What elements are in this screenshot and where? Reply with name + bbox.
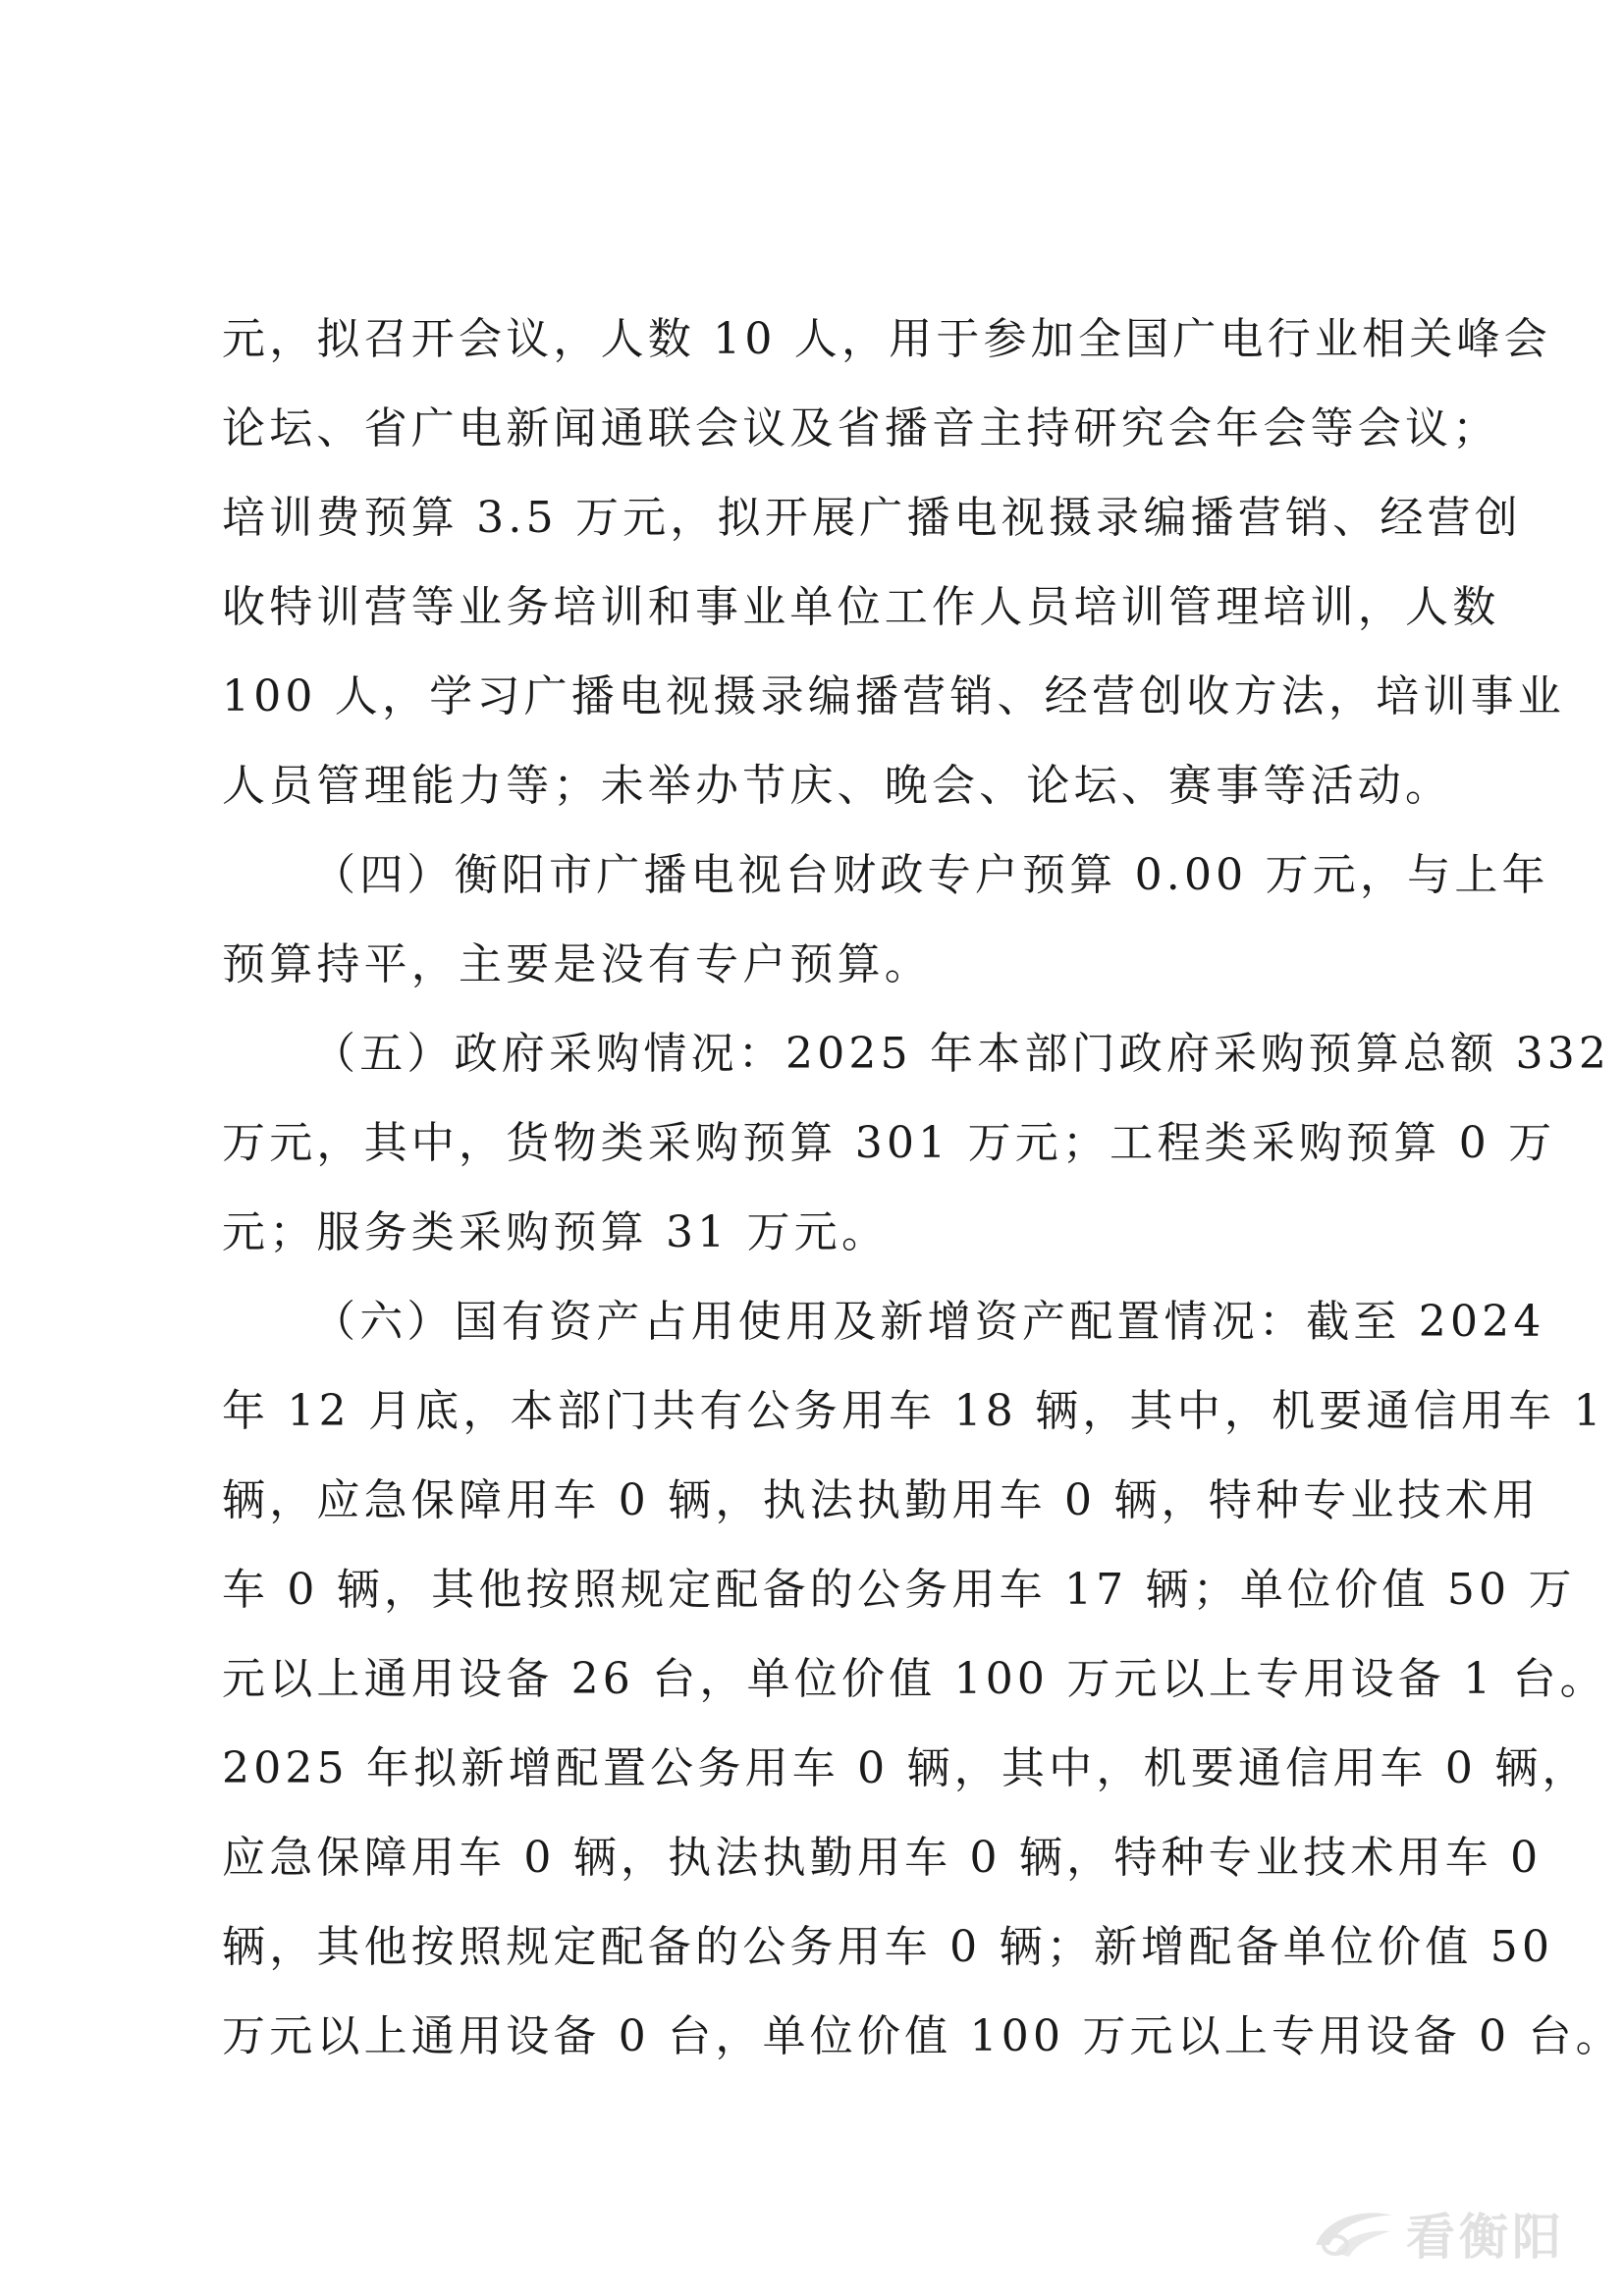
text-line: 万元，其中，货物类采购预算 301 万元；工程类采购预算 0 万 xyxy=(222,1118,1556,1168)
text-line: 车 0 辆，其他按照规定配备的公务用车 17 辆；单位价值 50 万 xyxy=(222,1565,1576,1615)
text-line: 年 12 月底，本部门共有公务用车 18 辆，其中，机要通信用车 1 xyxy=(222,1386,1605,1436)
text-line: 人员管理能力等；未举办节庆、晚会、论坛、赛事等活动。 xyxy=(222,761,1453,811)
text-line: 2025 年拟新增配置公务用车 0 辆，其中，机要通信用车 0 辆， xyxy=(222,1743,1590,1793)
text-line: 辆，其他按照规定配备的公务用车 0 辆；新增配备单位价值 50 xyxy=(222,1922,1554,1972)
watermark xyxy=(1306,2198,1565,2269)
text-line: 元以上通用设备 26 台，单位价值 100 万元以上专用设备 1 台。 xyxy=(222,1654,1607,1704)
paragraph-four-line: （四）衡阳市广播电视台财政专户预算 0.00 万元，与上年 xyxy=(312,850,1549,900)
watermark-text: 看衡阳 xyxy=(1406,2209,1565,2266)
text-line: 培训费预算 3.5 万元，拟开展广播电视摄录编播营销、经营创 xyxy=(222,493,1522,543)
paragraph-five-line: （五）政府采购情况：2025 年本部门政府采购预算总额 332 xyxy=(312,1029,1611,1079)
text-line: 应急保障用车 0 辆，执法执勤用车 0 辆，特种专业技术用车 0 xyxy=(222,1833,1543,1883)
text-line: 100 人，学习广播电视摄录编播营销、经营创收方法，培训事业 xyxy=(222,671,1565,721)
text-line: 元；服务类采购预算 31 万元。 xyxy=(222,1207,890,1257)
paragraph-six-line: （六）国有资产占用使用及新增资产配置情况：截至 2024 xyxy=(312,1297,1545,1347)
text-line: 论坛、省广电新闻通联会议及省播音主持研究会年会等会议； xyxy=(222,403,1500,454)
text-line: 辆，应急保障用车 0 辆，执法执勤用车 0 辆，特种专业技术用 xyxy=(222,1475,1541,1525)
text-line: 万元以上通用设备 0 台，单位价值 100 万元以上专用设备 0 台。 xyxy=(222,2011,1623,2061)
text-line: 元，拟召开会议，人数 10 人，用于参加全国广电行业相关峰会 xyxy=(222,314,1551,364)
text-line: 预算持平，主要是没有专户预算。 xyxy=(222,939,932,989)
document-body xyxy=(222,294,1623,2081)
text-line: 收特训营等业务培训和事业单位工作人员培训管理培训，人数 xyxy=(222,582,1500,632)
swirl-logo-icon xyxy=(1306,2202,1400,2265)
